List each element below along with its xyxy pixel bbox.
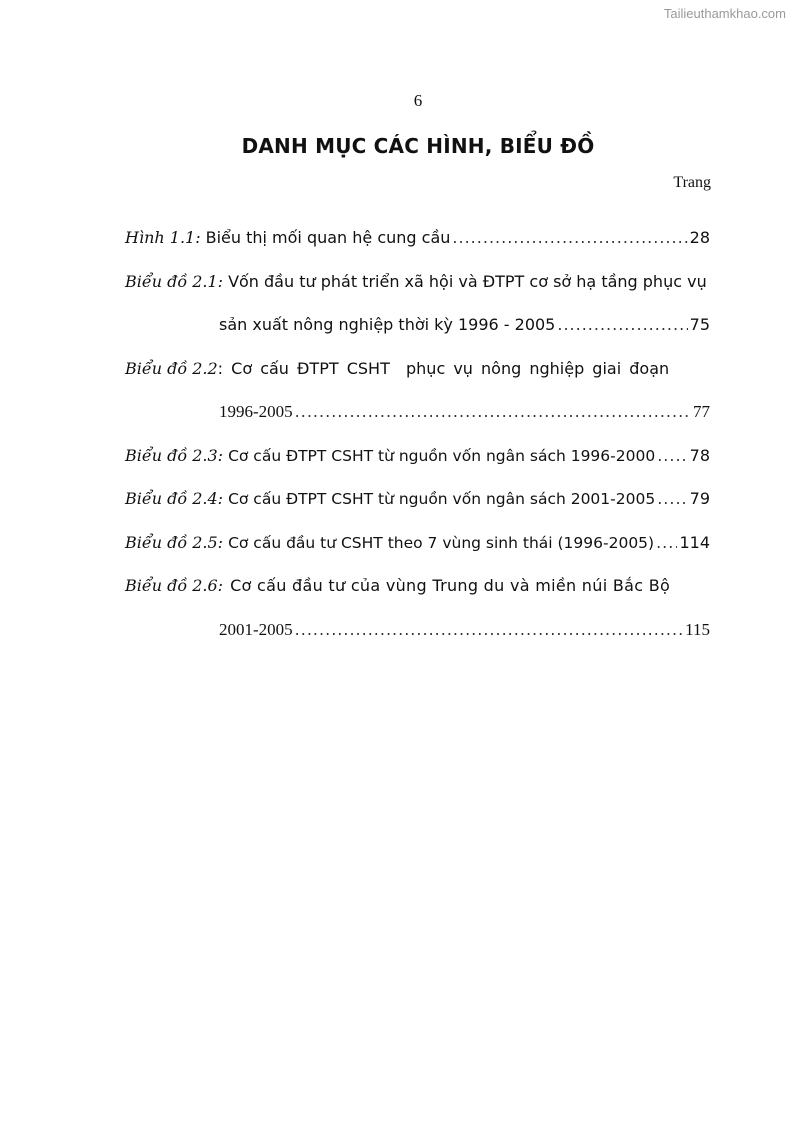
figure-page: 114: [679, 532, 710, 552]
figure-label: Biểu đồ 2.4:: [125, 489, 224, 508]
figure-title: Cơ cấu đầu tư của vùng Trung du và miền núi Bắc Bộ: [230, 576, 671, 595]
figure-title-continuation: sản xuất nông nghiệp thời kỳ 1996 - 2005: [219, 315, 556, 334]
figure-label: Biểu đồ 2.5:: [125, 532, 224, 552]
figure-entry[interactable]: [125, 355, 710, 399]
dot-leader: [295, 616, 683, 644]
figure-label: Biểu đồ 2.1:: [125, 271, 224, 291]
page-title: DANH MỤC CÁC HÌNH, BIỂU ĐỒ: [241, 134, 595, 158]
figure-title: Cơ cấu ĐTPT CSHT từ nguồn vốn ngân sách 1996-2000: [228, 446, 656, 465]
figure-label: Biểu đồ 2.6:: [125, 576, 224, 595]
figure-label: Biểu đồ 2.2: [125, 358, 218, 378]
figure-page: 77: [693, 402, 710, 421]
figure-page: 75: [689, 315, 710, 334]
dot-leader: [557, 311, 687, 339]
figure-page: 115: [685, 619, 710, 639]
figure-entry[interactable]: [125, 224, 710, 268]
figure-page: 28: [689, 228, 710, 247]
figure-entry[interactable]: [125, 442, 710, 486]
figure-entry[interactable]: [125, 268, 710, 312]
figure-list: [125, 224, 710, 659]
dot-leader: [452, 224, 687, 252]
dot-leader: [657, 485, 687, 513]
figure-title: Vốn đầu tư phát triển xã hội và ĐTPT cơ sở hạ tầng phục vụ: [228, 271, 707, 291]
figure-entry-continuation[interactable]: [125, 398, 710, 442]
dot-leader: [295, 398, 691, 426]
figure-title: Cơ cấu đầu tư CSHT theo 7 vùng sinh thái (1996-2005): [228, 533, 655, 552]
figure-title: Cơ cấu ĐTPT CSHT từ nguồn vốn ngân sách 2001-2005: [228, 490, 656, 508]
figure-title: : Cơ cấu ĐTPT CSHT phục vụ nông nghiệp giai đoạn: [217, 358, 670, 378]
dot-leader: [657, 442, 687, 470]
figure-entry-continuation[interactable]: [125, 311, 710, 355]
figure-entry[interactable]: [125, 485, 710, 529]
figure-title-continuation: 1996-2005: [219, 402, 293, 421]
figure-label: Biểu đồ 2.3:: [125, 445, 224, 465]
dot-leader: [656, 529, 677, 557]
page-column-header: Trang: [673, 174, 711, 191]
figure-title-continuation: 2001-2005: [219, 619, 293, 639]
page-number: 6: [413, 91, 423, 110]
figure-page: 79: [689, 489, 710, 508]
figure-label: Hình 1.1:: [125, 228, 201, 247]
watermark: Tailieuthamkhao.com: [663, 6, 786, 21]
figure-title: Biểu thị mối quan hệ cung cầu: [205, 228, 451, 247]
figure-entry[interactable]: [125, 572, 710, 616]
figure-entry-continuation[interactable]: [125, 616, 710, 660]
figure-page: 78: [689, 445, 710, 465]
figure-entry[interactable]: [125, 529, 710, 573]
